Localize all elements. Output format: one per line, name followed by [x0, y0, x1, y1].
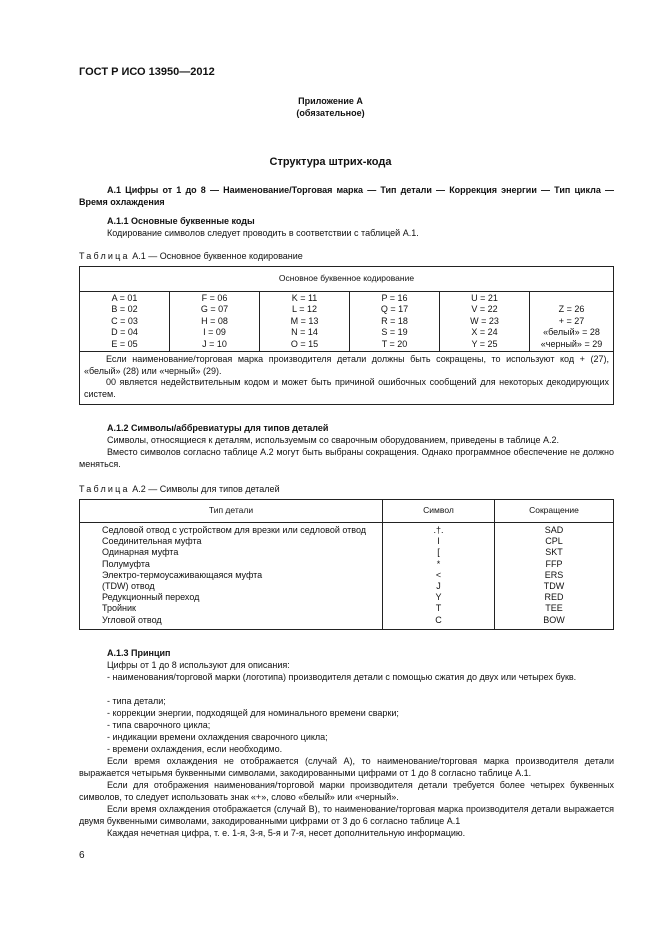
table-row-name: Одинарная муфта [102, 547, 179, 558]
a12-heading: А.1.2 Символы/аббревиатуры для типов деталей [107, 423, 329, 433]
code-cell: R = 18 [381, 315, 408, 326]
table2-caption [79, 484, 280, 496]
code-cell: V = 22 [471, 304, 498, 315]
table-row-abbr: SAD [544, 525, 564, 535]
table-row-symbol: [ [437, 547, 440, 558]
table1-col [80, 292, 170, 352]
table-row-symbol: J [436, 581, 441, 592]
code-cell: «черный» = 29 [540, 338, 603, 349]
table-row-abbr: TEE [545, 603, 563, 614]
code-cell: U = 21 [471, 292, 498, 303]
code-cell: I = 09 [203, 327, 226, 338]
code-cell: L = 12 [292, 304, 317, 315]
code-cell: S = 19 [381, 327, 408, 338]
table2-caption-rest: А.2 — Символы для типов деталей [129, 484, 280, 494]
table-row-abbr: SKT [545, 547, 563, 558]
table2-names [80, 523, 383, 630]
table-row-abbr: FFP [545, 558, 563, 569]
code-cell: O = 15 [290, 338, 319, 349]
table-row-abbr: ERS [544, 569, 564, 580]
a13-item: - времени охлаждения, если необходимо. [107, 744, 283, 754]
a1-heading: А.1 Цифры от 1 до 8 — Наименование/Торговая марка — Тип детали — Коррекция энергии — Тип цикла — Время охлаждения [79, 185, 614, 207]
code-cell: D = 04 [111, 327, 138, 338]
table2-col-header: Символ [383, 500, 495, 523]
table2-symbols [383, 523, 495, 630]
code-cell: Z = 26 [558, 304, 585, 314]
code-cell: M = 13 [290, 315, 319, 326]
table1-col [170, 292, 260, 352]
table-row-name: Электро-термоусаживающаяся муфта [102, 569, 263, 580]
table-row-symbol: C [435, 614, 442, 625]
table1-col [530, 292, 614, 352]
code-cell: + = 27 [558, 315, 585, 326]
code-cell: «белый» = 28 [543, 327, 600, 337]
a12-text-1: Символы, относящиеся к деталям, используемым со сварочным оборудованием, приведены в таблице А.2. [107, 435, 559, 445]
table-row-name: (TDW) отвод [102, 581, 155, 592]
table-row-name: Угловой отвод [102, 614, 162, 625]
table1-caption-rest: А.1 — Основное буквенное кодирование [129, 251, 303, 261]
code-cell: N = 14 [291, 327, 318, 338]
code-cell: K = 11 [291, 292, 318, 303]
table-row-name: Седловой отвод с устройством для врезки или седловой отвод [102, 525, 367, 535]
code-cell: C = 03 [111, 315, 138, 326]
document-code: ГОСТ Р ИСО 13950—2012 [79, 66, 215, 78]
table-row-abbr: BOW [543, 614, 565, 625]
table-row-abbr: CPL [545, 536, 563, 547]
code-cell: A = 01 [111, 292, 138, 303]
table-row-symbol: I [437, 536, 440, 547]
a12-text-2: Вместо символов согласно таблице А.2 могут быть выбраны сокращения. Однако программное обеспечение не должно меняться. [79, 447, 614, 469]
table1-caption-word: Таблица [79, 251, 130, 261]
code-cell: J = 10 [202, 338, 227, 349]
table-row-symbol: T [435, 603, 442, 614]
table1-col [260, 292, 350, 352]
code-cell: T = 20 [381, 338, 408, 349]
a13-item: - типа детали; [107, 696, 166, 706]
table1-note-1: Если наименование/торговая марка производителя детали должны быть сокращены, то используют код + (27), «белый» (28) или «черный» (29). [84, 354, 609, 376]
table-row-name: Полумуфта [102, 558, 150, 569]
code-cell: E = 05 [111, 338, 138, 349]
code-cell: P = 16 [381, 292, 408, 303]
table-row-abbr: TDW [543, 581, 565, 592]
appendix-status: (обязательное) [296, 108, 365, 118]
table1-header: Основное буквенное кодирование [80, 267, 614, 292]
a13-item: - индикации времени охлаждения сварочного цикла; [107, 732, 328, 742]
code-cell: Y = 25 [471, 338, 498, 349]
section-title: Структура штрих-кода [269, 156, 392, 168]
a11-heading: А.1.1 Основные буквенные коды [107, 216, 255, 226]
code-cell: Q = 17 [380, 304, 409, 315]
a13-paragraph: Если время охлаждения отображается (случай В), то наименование/торговая марка производителя детали выражается двумя буквенными символами, закодированными цифрами от 3 до 6 согласно таблице А.1 [79, 804, 614, 826]
table2-col-header: Сокращение [495, 500, 614, 523]
code-cell: G = 07 [200, 304, 229, 315]
a13-item: - типа сварочного цикла; [107, 720, 211, 730]
code-cell: B = 02 [111, 304, 138, 315]
a11-text: Кодирование символов следует проводить в соответствии с таблицей А.1. [107, 228, 419, 238]
table-row-symbol: Y [435, 592, 442, 603]
table-row-symbol: < [435, 569, 442, 580]
a13-intro: Цифры от 1 до 8 используют для описания: [107, 660, 290, 670]
table1-note [80, 352, 614, 405]
table1-col [440, 292, 530, 352]
table1-note-2: 00 является недействительным кодом и может быть причиной ошибочных сообщений для некоторых декодирующих систем. [84, 377, 609, 399]
table1-caption [79, 251, 303, 263]
table-row-name: Тройник [102, 603, 136, 614]
code-cell: H = 08 [201, 315, 228, 326]
table-row-symbol: .†. [433, 525, 444, 535]
a13-paragraph: Если время охлаждения не отображается (случай А), то наименование/торговая марка производителя детали выражается четырьмя буквенными символами, закодированными цифрами от 1 до 8 согласно таблице А.1. [79, 756, 614, 778]
code-cell: W = 23 [470, 315, 499, 326]
table2-caption-word: Таблица [79, 484, 130, 494]
table2-col-header: Тип детали [80, 500, 383, 523]
table-row-abbr: RED [544, 592, 564, 603]
code-cell: X = 24 [471, 327, 498, 338]
table1-codes-row [80, 292, 614, 352]
table2-body [80, 523, 614, 630]
a13-item: - коррекции энергии, подходящей для номинального времени сварки; [107, 708, 399, 718]
a13-heading: А.1.3 Принцип [107, 648, 171, 658]
code-cell: F = 06 [201, 292, 228, 303]
table-row-name: Редукционный переход [102, 592, 200, 603]
page-number: 6 [79, 850, 85, 861]
a13-item: - наименования/торговой марки (логотипа) производителя детали с помощью сжатия до двух или четырех букв. [107, 672, 577, 682]
table1 [79, 266, 614, 405]
table-row-name: Соединительная муфта [102, 536, 202, 547]
appendix-title: Приложение А [298, 96, 363, 106]
table2-abbreviations [495, 523, 614, 630]
table-row-symbol: * [436, 558, 441, 569]
a13-paragraph: Если для отображения наименования/торговой марки производителя детали требуется более четырех буквенных символов, то следует использовать знак «+», слово «белый» или «черный». [79, 780, 614, 802]
table2 [79, 499, 614, 630]
table1-col [350, 292, 440, 352]
a13-paragraph: Каждая нечетная цифра, т. е. 1-я, 3-я, 5-я и 7-я, несет дополнительную информацию. [107, 828, 466, 838]
